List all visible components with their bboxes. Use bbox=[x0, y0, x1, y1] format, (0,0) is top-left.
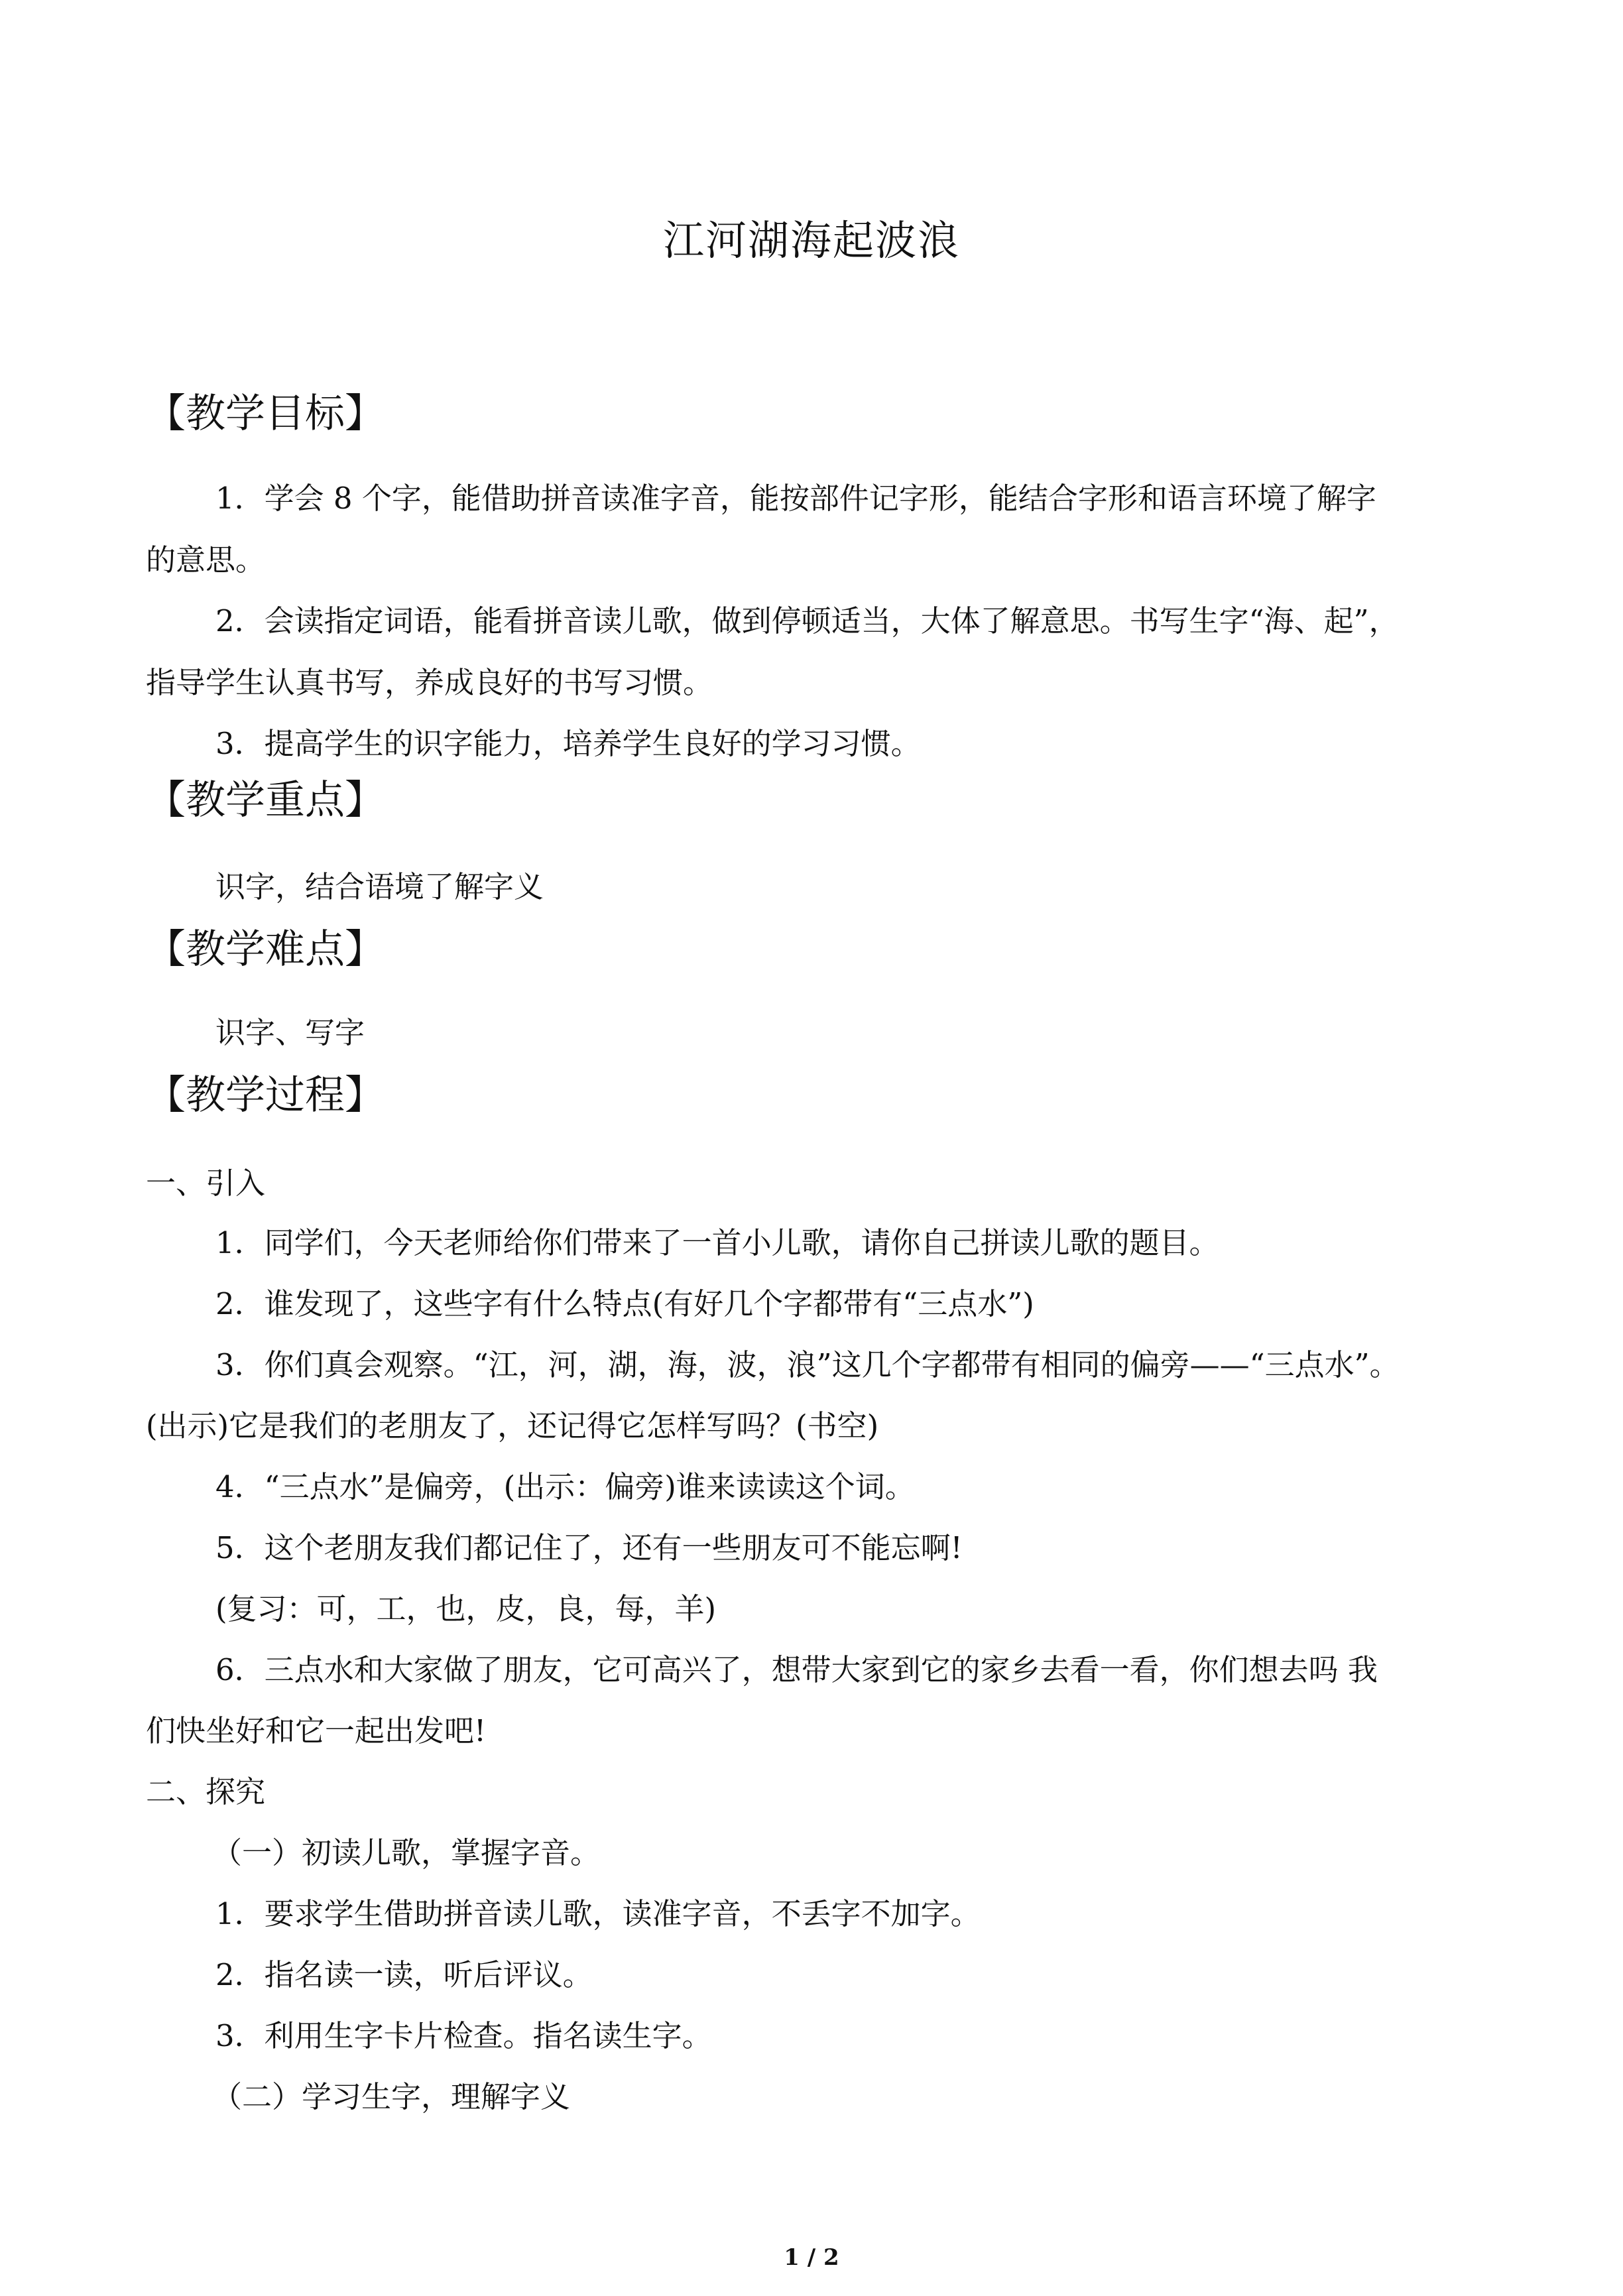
objective-2-line-2: 指导学生认真书写，养成良好的书写习惯。 bbox=[146, 665, 713, 700]
part2-title: 二、探究 bbox=[146, 1774, 266, 1809]
part2-subheading-2: （二）学习生字，理解字义 bbox=[212, 2079, 571, 2114]
part1-line-5b: (复习：可，工，也，皮，良，每，羊) bbox=[215, 1591, 717, 1626]
part1-title: 一、引入 bbox=[146, 1166, 266, 1201]
objective-1-line-2: 的意思。 bbox=[146, 542, 266, 577]
difficulties-heading: 【教学难点】 bbox=[146, 926, 385, 973]
part2-line-2: 2．指名读一读，听后评议。 bbox=[215, 1957, 593, 1992]
part2-line-3: 3．利用生字卡片检查。指名读生字。 bbox=[215, 2018, 712, 2053]
part1-line-3b: (出示)它是我们的老朋友了，还记得它怎样写吗？(书空) bbox=[146, 1408, 879, 1443]
objective-1-line-1: 1．学会 8 个字，能借助拼音读准字音，能按部件记字形，能结合字形和语言环境了解字 bbox=[215, 481, 1376, 516]
objective-3: 3．提高学生的识字能力，培养学生良好的学习习惯。 bbox=[215, 726, 921, 761]
part1-line-1: 1．同学们，今天老师给你们带来了一首小儿歌，请你自己拼读儿歌的题目。 bbox=[215, 1225, 1219, 1260]
objectives-heading: 【教学目标】 bbox=[146, 391, 385, 437]
page-number: 1 / 2 bbox=[784, 2244, 839, 2271]
part2-line-1: 1．要求学生借助拼音读儿歌，读准字音，不丢字不加字。 bbox=[215, 1896, 981, 1931]
document-title: 江河湖海起波浪 bbox=[662, 216, 960, 265]
part1-line-5: 5．这个老朋友我们都记住了，还有一些朋友可不能忘啊! bbox=[215, 1530, 963, 1565]
part1-line-6b: 们快坐好和它一起出发吧! bbox=[146, 1713, 487, 1748]
process-heading: 【教学过程】 bbox=[146, 1072, 385, 1118]
objective-2-line-1: 2．会读指定词语，能看拼音读儿歌，做到停顿适当，大体了解意思。书写生字“海、起”， bbox=[215, 603, 1399, 638]
key-points-text: 识字，结合语境了解字义 bbox=[215, 869, 544, 904]
part1-line-3a: 3．你们真会观察。“江，河，湖，海，波，浪”这几个字都带有相同的偏旁——“三点水”。 bbox=[215, 1347, 1400, 1382]
key-points-heading: 【教学重点】 bbox=[146, 777, 385, 823]
part1-line-6a: 6．三点水和大家做了朋友，它可高兴了，想带大家到它的家乡去看一看，你们想去吗 我 bbox=[215, 1652, 1378, 1687]
difficulties-text: 识字、写字 bbox=[215, 1015, 365, 1050]
part2-subheading-1: （一）初读儿歌，掌握字音。 bbox=[212, 1835, 601, 1870]
part1-line-2: 2．谁发现了，这些字有什么特点(有好几个字都带有“三点水”) bbox=[215, 1286, 1034, 1321]
part1-line-4: 4．“三点水”是偏旁，(出示：偏旁)谁来读读这个词。 bbox=[215, 1469, 915, 1504]
